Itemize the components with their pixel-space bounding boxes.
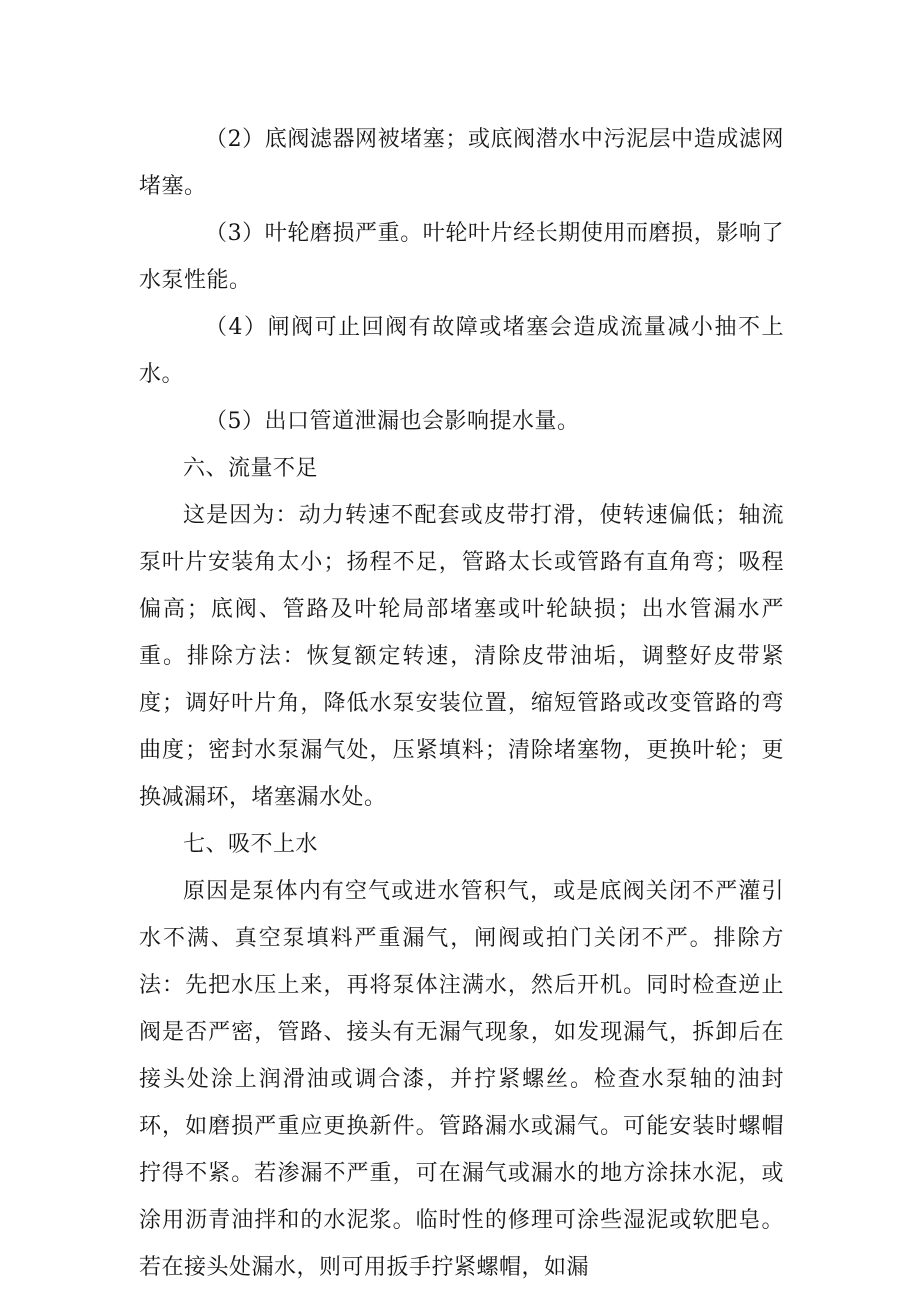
document-body: [139, 116, 784, 1291]
section-heading-6: 六、流量不足: [183, 456, 319, 481]
list-item-3: （3）叶轮磨损严重。叶轮叶片经长期使用而磨损，影响了水泵性能。: [139, 221, 784, 293]
section-6-paragraph: 这是因为：动力转速不配套或皮带打滑，使转速偏低；轴流泵叶片安装角太小；扬程不足，管路太长或管路有直角弯；吸程偏高；底阀、管路及叶轮局部堵塞或叶轮缺损；出水管漏水严重。排除方法：恢复额定转速，清除皮带油垢，调整好皮带紧度；调好叶片角，降低水泵安装位置，缩短管路或改变管路的弯曲度；密封水泵漏气处，压紧填料；清除堵塞物，更换叶轮；更换减漏环，堵塞漏水处。: [139, 503, 784, 810]
list-item-2: （2）底阀滤器网被堵塞；或底阀潜水中污泥层中造成滤网堵塞。: [139, 127, 784, 199]
section-7-paragraph: 原因是泵体内有空气或进水管积气，或是底阀关闭不严灌引水不满、真空泵填料严重漏气，闸阀或拍门关闭不严。排除方法：先把水压上来，再将泵体注满水，然后开机。同时检查逆止阀是否严密，管路、接头有无漏气现象，如发现漏气，拆卸后在接头处涂上润滑油或调合漆，并拧紧螺丝。检查水泵轴的油封环，如磨损严重应更换新件。管路漏水或漏气。可能安装时螺帽拧得不紧。若渗漏不严重，可在漏气或漏水的地方涂抹水泥，或涂用沥青油拌和的水泥浆。临时性的修理可涂些湿泥或软肥皂。若在接头处漏水，则可用扳手拧紧螺帽，如漏: [139, 879, 784, 1280]
list-item-4: （4）闸阀可止回阀有故障或堵塞会造成流量减小抽不上水。: [139, 315, 784, 387]
list-item-5: （5）出口管道泄漏也会影响提水量。: [205, 409, 580, 434]
section-heading-7: 七、吸不上水: [183, 832, 319, 857]
